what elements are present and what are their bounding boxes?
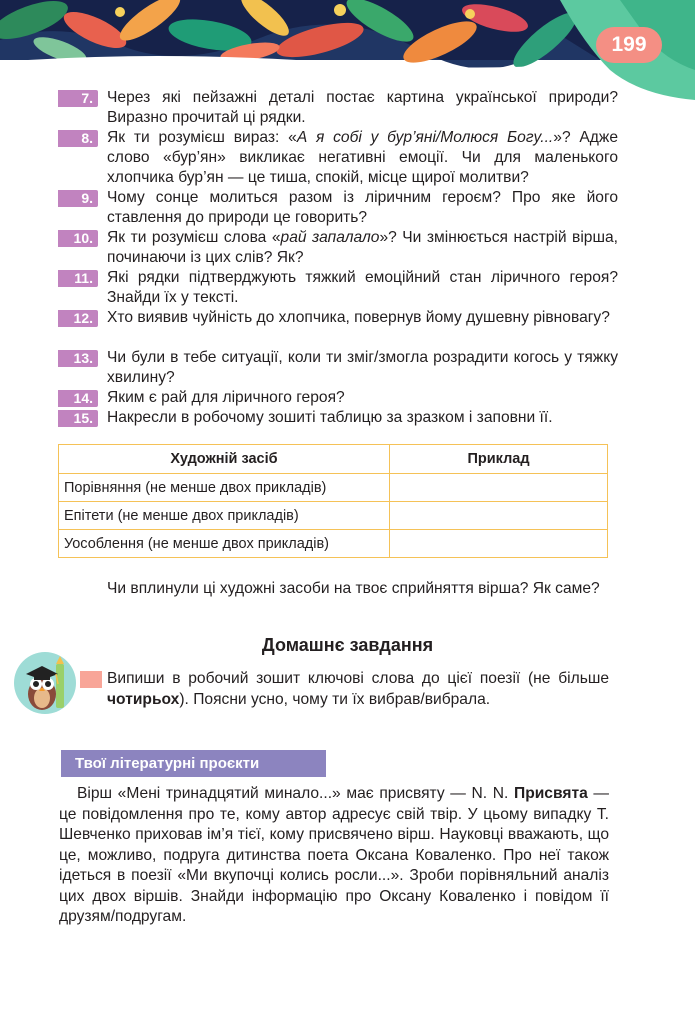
table-cell-empty (390, 502, 608, 530)
question-number: 7. (58, 90, 98, 107)
homework-marker (80, 671, 102, 688)
question-item (58, 88, 618, 128)
text-run: »? Чи змінюється настрій вірша, починаючи із цих слів? Як? (107, 229, 618, 266)
table-cell: Епітети (не менше двох прикладів) (59, 502, 390, 530)
question-text (107, 188, 618, 228)
question-number: 15. (58, 410, 98, 427)
homework-text (107, 668, 609, 710)
text-run: Яким є рай для ліричного героя? (107, 389, 345, 406)
table-cell: Уособлення (не менше двох прикладів) (59, 530, 390, 558)
owl-scholar-icon (12, 650, 78, 716)
question-number: 9. (58, 190, 98, 207)
question-item (58, 188, 618, 228)
question-text (107, 388, 618, 408)
question-text (107, 268, 618, 308)
question-text (107, 308, 618, 328)
table-header-row (59, 445, 608, 474)
question-item (58, 308, 618, 328)
question-item (58, 388, 618, 408)
italic-quote: А я собі у бур’яні/Молюся Богу... (296, 129, 554, 146)
text-run: Чому сонце молиться разом із ліричним героєм? Про яке його ставлення до природи це говорить? (107, 189, 618, 226)
after-table-question: Чи вплинули ці художні засоби на твоє сприйняття вірша? Як саме? (107, 580, 600, 597)
question-item (58, 128, 618, 188)
header-foliage-banner (0, 0, 695, 100)
text-run: »? Адже слово «бур’ян» викликає негативні емоції. Чи для маленького хлопчика бур’ян — це тиша, спокій, місце щирої молитви? (107, 129, 618, 186)
question-number: 12. (58, 310, 98, 327)
question-text (107, 348, 618, 388)
text-run: Накресли в робочому зошиті таблицю за зразком і заповни її. (107, 409, 553, 426)
homework-title: Домашнє завдання (261, 635, 434, 655)
question-text (107, 128, 618, 188)
text-run: Як ти розумієш слова « (107, 229, 281, 246)
question-text (107, 408, 618, 428)
question-item (58, 408, 618, 428)
projects-text (59, 784, 609, 928)
text-run: Як ти розумієш вираз: « (107, 129, 297, 146)
question-item (58, 348, 618, 388)
page-number: 199 (596, 27, 662, 63)
table-header-cell: Приклад (390, 445, 608, 474)
question-item (58, 268, 618, 308)
table-row (59, 474, 608, 502)
table-cell: Порівняння (не менше двох прикладів) (59, 474, 390, 502)
question-number: 11. (58, 270, 98, 287)
question-number: 14. (58, 390, 98, 407)
bold-term: чотирьох (107, 691, 180, 708)
text-run: ). Поясни усно, чому ти їх вибрав/вибрала. (179, 691, 491, 708)
question-text (107, 88, 618, 128)
table-cell-empty (390, 530, 608, 558)
projects-badge: Твої літературні проєкти (61, 750, 326, 777)
table-cell-empty (390, 474, 608, 502)
question-number: 8. (58, 130, 98, 147)
text-run: Через які пейзажні деталі постає картина української природи? Виразно прочитай ці рядки. (107, 89, 618, 126)
table-header-cell: Художній засіб (59, 445, 390, 474)
text-run: Хто виявив чуйність до хлопчика, повернув йому душевну рівновагу? (107, 309, 610, 326)
text-run: Які рядки підтверджують тяжкий емоційний стан ліричного героя? Знайди їх у тексті. (107, 269, 618, 306)
text-run: — це повідомлення про те, кому автор адресує свій твір. У цьому випадку Т. Шевченко приховав ім’я тієї, кому присвячено вірш. Науковці вважають, що це, можливо, подруга дитинства поета Оксана Коваленко. Про неї також ідеться в поезії «Ми вкупочці колись росли...». Зроби порівняльний аналіз цих двох віршів. Знайди інформацію про Оксану Коваленко і повідом її друзям/подругам. (59, 785, 609, 925)
question-number: 10. (58, 230, 98, 247)
text-run: Випиши в робочий зошит ключові слова до цієї поезії (не більше (107, 670, 609, 687)
text-run: Вірш «Мені тринадцятий минало...» має присвяту — N. N. (77, 785, 514, 802)
question-item (58, 228, 618, 268)
bold-term: Присвята (513, 785, 588, 802)
table-row (59, 530, 608, 558)
text-run: Чи були в тебе ситуації, коли ти зміг/змогла розрадити когось у тяжку хвилину? (107, 349, 618, 386)
sample-table (58, 444, 608, 558)
question-text (107, 228, 618, 268)
italic-quote: рай запалало (280, 229, 380, 246)
table-row (59, 502, 608, 530)
question-number: 13. (58, 350, 98, 367)
